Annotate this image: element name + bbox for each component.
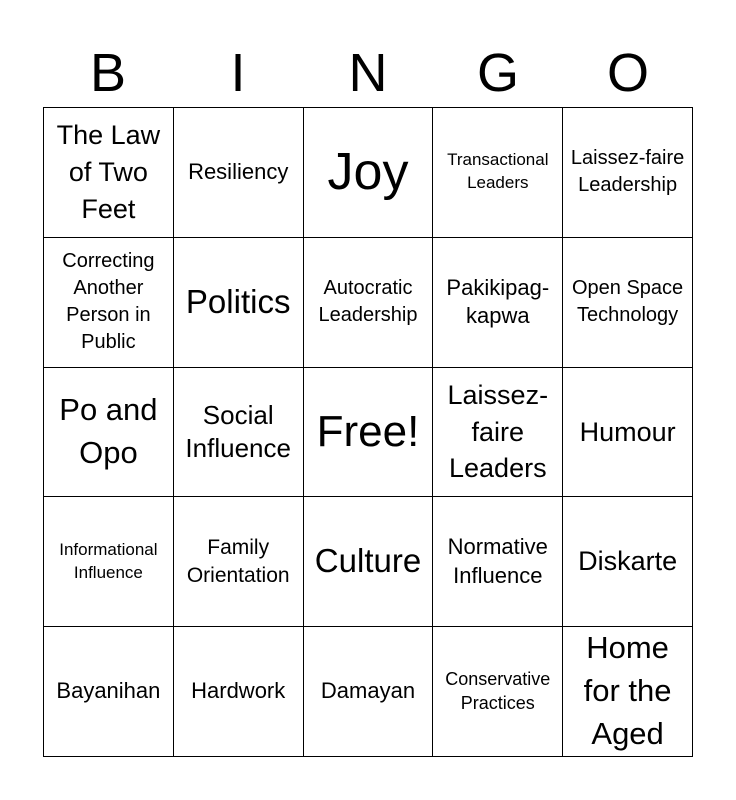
bingo-cell[interactable]: Autocratic Leadership <box>304 238 434 368</box>
bingo-cell[interactable]: Informational Influence <box>44 497 174 627</box>
bingo-cell[interactable]: Family Orientation <box>174 497 304 627</box>
header-letter-o: O <box>606 43 649 103</box>
bingo-cell[interactable]: Damayan <box>304 627 434 757</box>
bingo-cell[interactable]: Normative Influence <box>433 497 563 627</box>
bingo-cell[interactable]: Laissez-faire Leadership <box>563 108 693 238</box>
bingo-cell[interactable]: The Law of Two Feet <box>44 108 174 238</box>
bingo-cell[interactable]: Po and Opo <box>44 368 174 498</box>
bingo-cell[interactable]: Humour <box>563 368 693 498</box>
bingo-cell[interactable]: Hardwork <box>174 627 304 757</box>
bingo-cell[interactable]: Social Influence <box>174 368 304 498</box>
header-letter-n: N <box>348 43 388 103</box>
bingo-cell[interactable]: Joy <box>304 108 434 238</box>
bingo-cell[interactable]: Culture <box>304 497 434 627</box>
bingo-cell[interactable]: Conservative Practices <box>433 627 563 757</box>
bingo-cell[interactable]: Laissez-faire Leaders <box>433 368 563 498</box>
header-letter-i: I <box>230 43 246 103</box>
bingo-board <box>43 107 693 757</box>
free-space-cell[interactable]: Free! <box>304 368 434 498</box>
bingo-header <box>43 40 693 106</box>
header-letter-b: B <box>89 43 127 103</box>
bingo-cell[interactable]: Bayanihan <box>44 627 174 757</box>
bingo-cell[interactable]: Correcting Another Person in Public <box>44 238 174 368</box>
header-letter-g: G <box>476 43 519 103</box>
bingo-cell[interactable]: Diskarte <box>563 497 693 627</box>
bingo-cell[interactable]: Pakikipag-kapwa <box>433 238 563 368</box>
bingo-cell[interactable]: Politics <box>174 238 304 368</box>
bingo-cell[interactable]: Home for the Aged <box>563 627 693 757</box>
bingo-cell[interactable]: Open Space Technology <box>563 238 693 368</box>
bingo-cell[interactable]: Resiliency <box>174 108 304 238</box>
bingo-cell[interactable]: Transactional Leaders <box>433 108 563 238</box>
